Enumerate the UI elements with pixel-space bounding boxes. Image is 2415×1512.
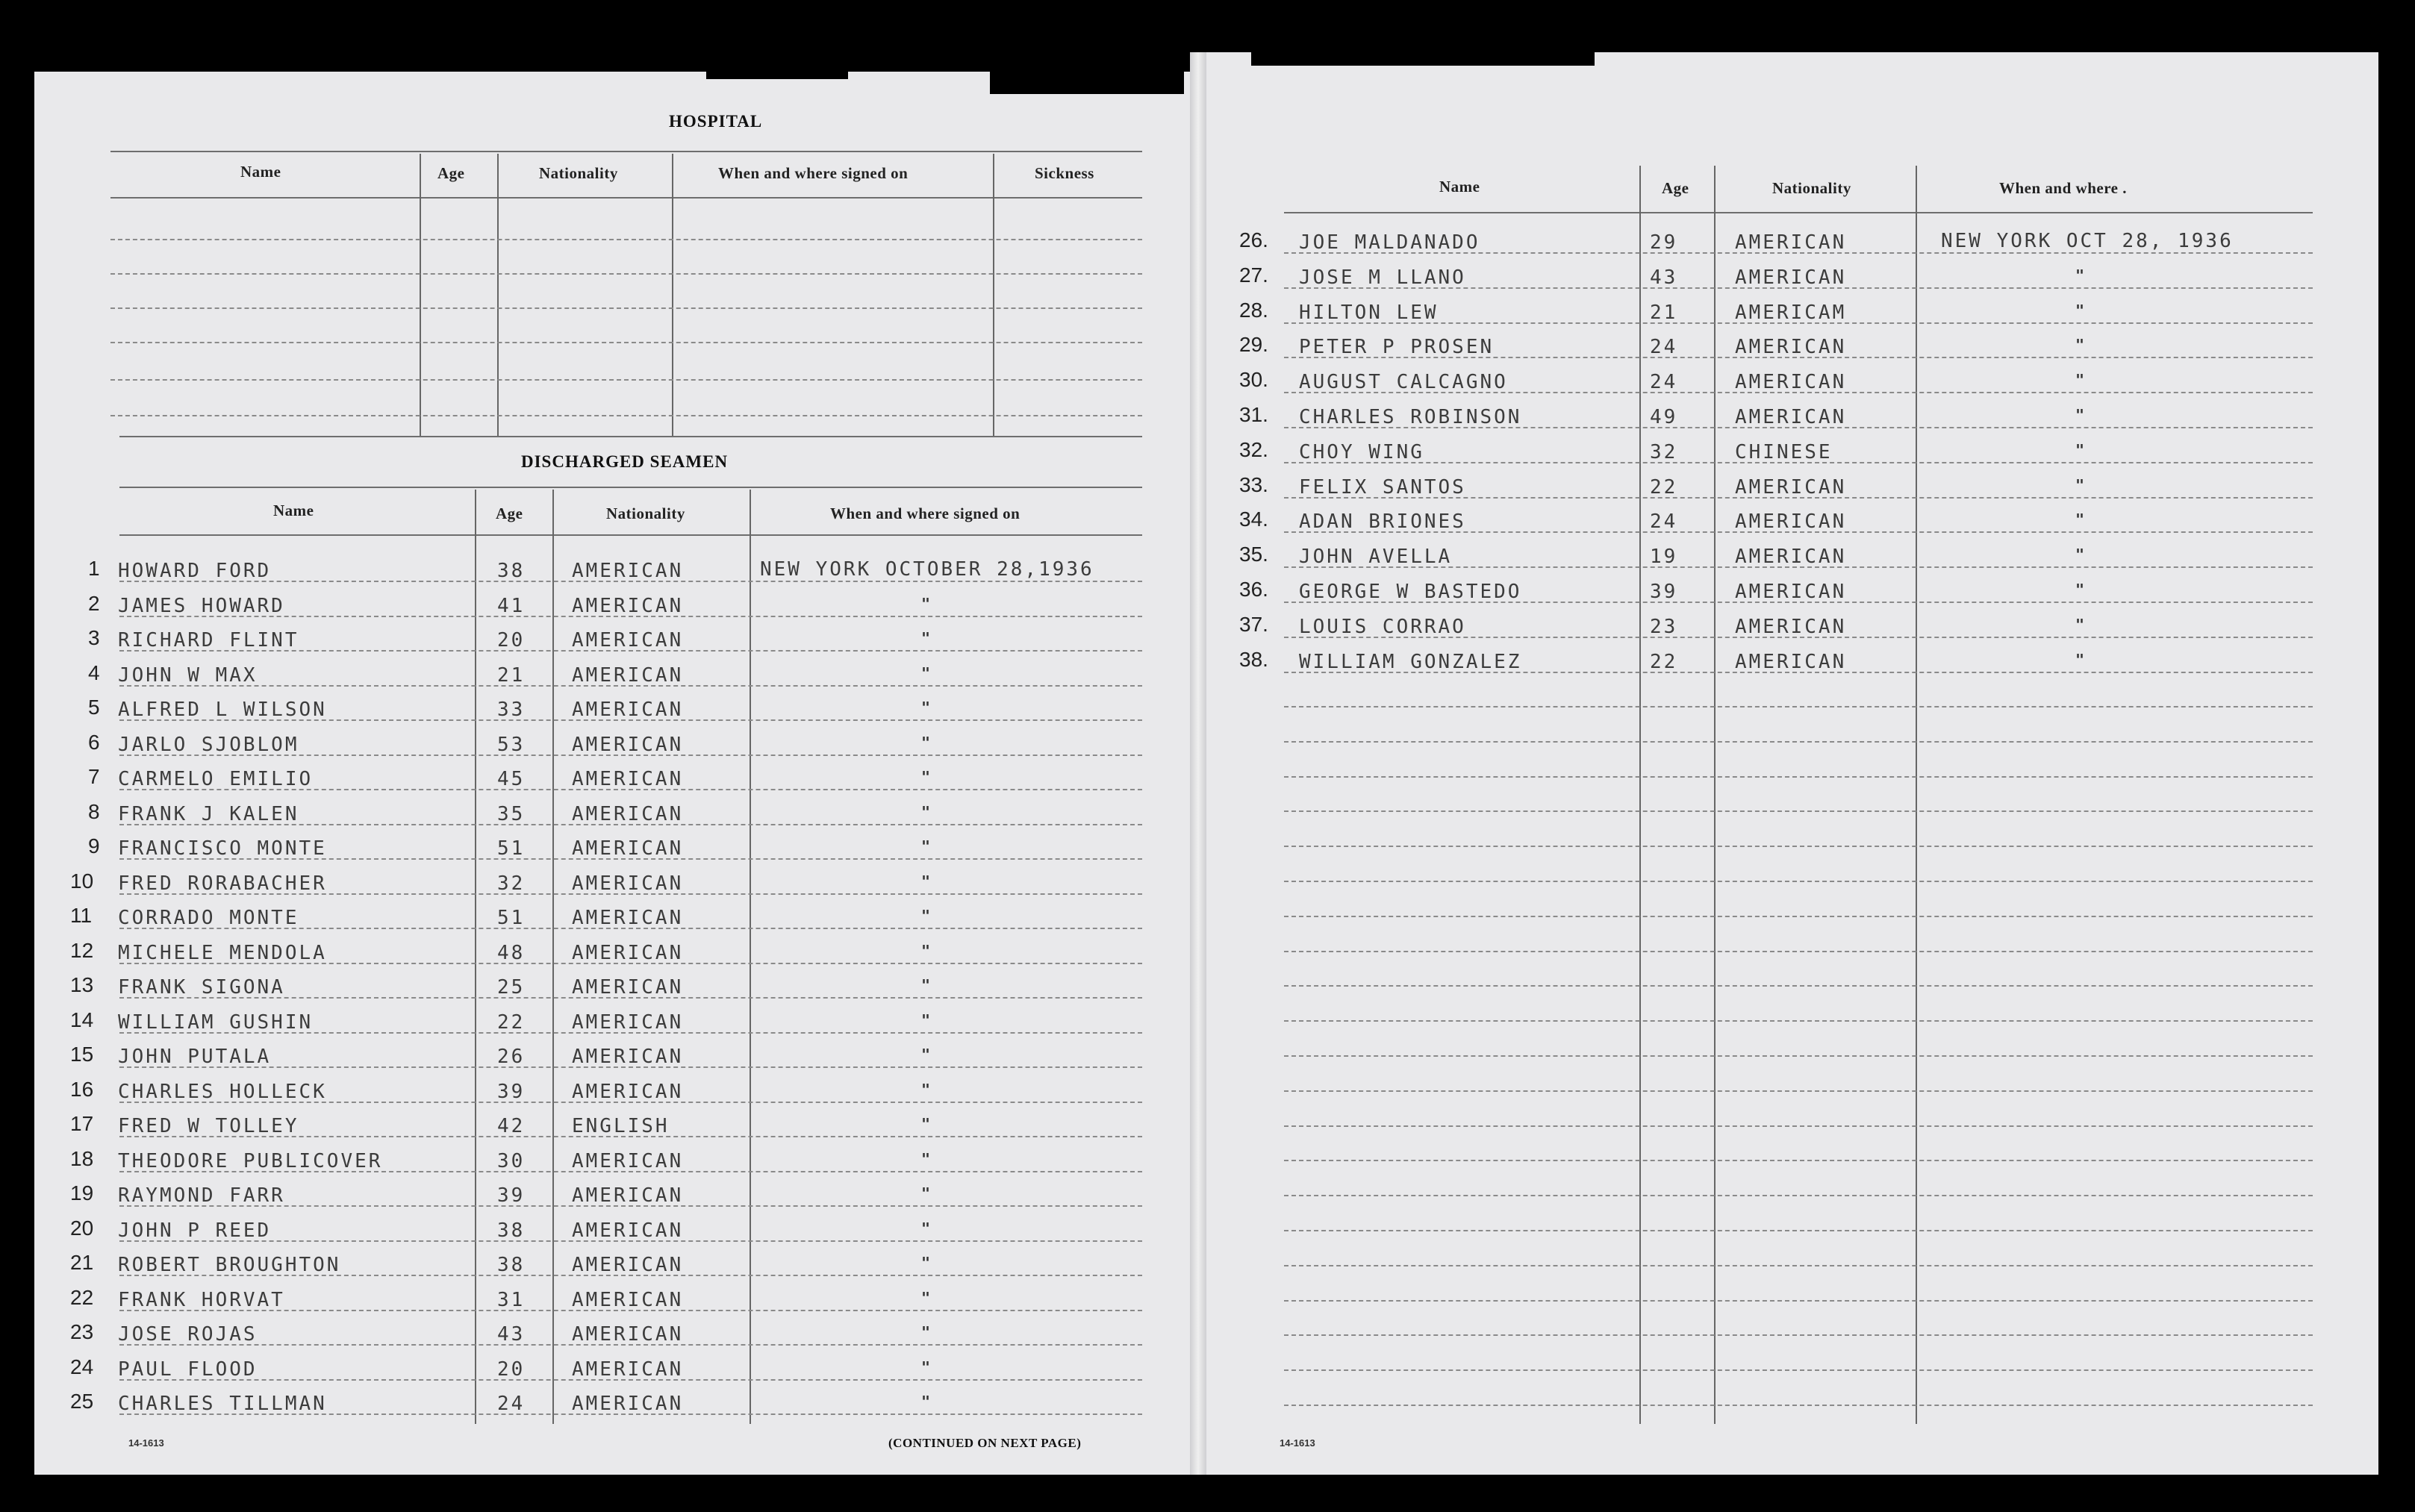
row-number: 34. [1239, 507, 1268, 531]
empty-row-line [1284, 1125, 2313, 1127]
seaman-age: 23 [1650, 616, 1678, 638]
signed-on-where: " [921, 803, 931, 821]
signed-on-where: " [2075, 302, 2085, 319]
row-line [1284, 637, 2313, 638]
seaman-name: JOHN W MAX [118, 664, 258, 687]
row-line [119, 1310, 1142, 1311]
seaman-age: 48 [497, 942, 526, 964]
seaman-age: 22 [1650, 476, 1678, 499]
row-number: 5 [88, 696, 100, 719]
signed-on-where: " [2075, 651, 2085, 669]
empty-row-line [1284, 1300, 2313, 1302]
seaman-age: 51 [497, 907, 526, 929]
signed-on-where: " [921, 1289, 931, 1307]
seaman-name: JOE MALDANADO [1299, 231, 1480, 254]
signed-on-where: " [2075, 476, 2085, 494]
empty-row-line [1284, 1020, 2313, 1022]
row-number: 6 [88, 731, 100, 754]
row-number: 31. [1239, 403, 1268, 426]
row-number: 8 [88, 800, 100, 823]
row-line [1284, 462, 2313, 463]
empty-row-line [1284, 1369, 2313, 1371]
seaman-age: 24 [497, 1393, 526, 1415]
hospital-col-age: Age [437, 164, 465, 182]
row-number: 2 [88, 592, 100, 615]
seaman-name: JOHN P REED [118, 1219, 272, 1242]
seaman-nationality: AMERICAN [572, 1323, 684, 1346]
seaman-nationality: AMERICAN [572, 1046, 684, 1068]
hospital-row-line [110, 342, 1142, 343]
empty-row-line [1284, 776, 2313, 778]
signed-on-where: " [921, 1081, 931, 1099]
seaman-nationality: AMERICAN [572, 699, 684, 721]
row-number: 17 [70, 1112, 94, 1135]
row-line [1284, 427, 2313, 428]
continued-divider [1714, 166, 1716, 1424]
seaman-nationality: AMERICAN [1735, 476, 1847, 499]
row-number: 18 [70, 1147, 94, 1170]
form-number-left: 14-1613 [128, 1437, 164, 1449]
seaman-name: WILLIAM GUSHIN [118, 1011, 314, 1034]
seaman-nationality: AMERICAN [572, 629, 684, 652]
seaman-name: RICHARD FLINT [118, 629, 299, 652]
seaman-age: 29 [1650, 231, 1678, 254]
signed-on-where: " [2075, 406, 2085, 424]
hospital-header-rule [110, 197, 1142, 199]
row-line [1284, 392, 2313, 393]
row-line [119, 755, 1142, 756]
seaman-name: JOSE ROJAS [118, 1323, 258, 1346]
empty-row-line [1284, 1160, 2313, 1161]
right-page [1199, 52, 2378, 1475]
row-line [119, 1344, 1142, 1346]
row-number: 12 [70, 939, 94, 962]
seaman-name: FRANK HORVAT [118, 1289, 285, 1311]
signed-on-where: " [921, 1358, 931, 1376]
seaman-name: ROBERT BROUGHTON [118, 1254, 341, 1276]
seaman-name: JAMES HOWARD [118, 595, 285, 617]
seaman-nationality: AMERICAN [572, 837, 684, 860]
row-number: 20 [70, 1216, 94, 1240]
seaman-name: PETER P PROSEN [1299, 336, 1495, 358]
row-line [1284, 287, 2313, 289]
seaman-name: CORRADO MONTE [118, 907, 299, 929]
seaman-nationality: AMERICAN [572, 664, 684, 687]
row-number: 10 [70, 869, 94, 893]
row-number: 19 [70, 1181, 94, 1205]
signed-on-where: " [921, 664, 931, 682]
empty-row-line [1284, 1195, 2313, 1196]
row-line [119, 1240, 1142, 1242]
row-number: 33. [1239, 473, 1268, 496]
hospital-row-line [110, 307, 1142, 309]
continued-col-name: Name [1439, 178, 1480, 196]
signed-on-where: " [2075, 510, 2085, 528]
seaman-name: RAYMOND FARR [118, 1184, 285, 1207]
row-number: 15 [70, 1043, 94, 1066]
seaman-nationality: AMERICAN [1735, 406, 1847, 428]
row-number: 32. [1239, 438, 1268, 461]
discharged-divider [552, 490, 554, 1424]
seaman-name: CHOY WING [1299, 441, 1424, 463]
row-line [119, 997, 1142, 999]
row-number: 11 [70, 904, 93, 927]
row-line [1284, 252, 2313, 254]
seaman-age: 32 [1650, 441, 1678, 463]
seaman-age: 33 [497, 699, 526, 721]
signed-on-where: " [921, 872, 931, 890]
seaman-nationality: AMERICAN [572, 976, 684, 999]
row-number: 25 [70, 1390, 94, 1413]
row-line [119, 963, 1142, 964]
row-line [119, 1032, 1142, 1034]
seaman-name: MICHELE MENDOLA [118, 942, 327, 964]
seaman-nationality: AMERICAN [572, 803, 684, 825]
empty-row-line [1284, 881, 2313, 882]
seaman-nationality: AMERICAN [572, 1150, 684, 1172]
seaman-name: WILLIAM GONZALEZ [1299, 651, 1522, 673]
seaman-name: JOSE M LLANO [1299, 266, 1466, 289]
signed-on-where: " [921, 734, 931, 752]
seaman-name: FRED W TOLLEY [118, 1115, 299, 1137]
seaman-name: FRED RORABACHER [118, 872, 327, 895]
empty-row-line [1284, 741, 2313, 743]
row-line [119, 1413, 1142, 1415]
continued-col-when: When and where . [1999, 179, 2127, 197]
seaman-nationality: AMERICAN [572, 560, 684, 582]
discharged-col-nationality: Nationality [606, 504, 685, 522]
empty-row-line [1284, 1055, 2313, 1057]
hospital-title: HOSPITAL [669, 112, 763, 131]
row-number: 24 [70, 1355, 94, 1378]
signed-on-where: " [921, 1115, 931, 1133]
row-line [1284, 357, 2313, 358]
row-line [119, 1205, 1142, 1207]
empty-row-line [1284, 706, 2313, 707]
seaman-nationality: AMERICAN [572, 872, 684, 895]
seaman-name: HILTON LEW [1299, 302, 1439, 324]
row-line [119, 1136, 1142, 1137]
row-line [1284, 497, 2313, 499]
seaman-age: 51 [497, 837, 526, 860]
seaman-age: 39 [497, 1081, 526, 1103]
signed-on-where: NEW YORK OCTOBER 28,1936 [760, 558, 1094, 581]
seaman-nationality: AMERICAN [572, 1184, 684, 1207]
torn-edge [706, 69, 848, 79]
form-number-right: 14-1613 [1280, 1437, 1315, 1449]
seaman-age: 26 [497, 1046, 526, 1068]
row-number: 1 [88, 557, 100, 580]
seaman-name: ALFRED L WILSON [118, 699, 327, 721]
seaman-name: JOHN AVELLA [1299, 546, 1453, 568]
signed-on-where: " [921, 1393, 931, 1411]
seaman-nationality: AMERICAN [1735, 336, 1847, 358]
seaman-name: FRANK J KALEN [118, 803, 299, 825]
signed-on-where: " [2075, 371, 2085, 389]
row-number: 3 [88, 626, 100, 649]
seaman-name: PAUL FLOOD [118, 1358, 258, 1381]
seaman-nationality: AMERICAN [1735, 231, 1847, 254]
continued-divider [1639, 166, 1641, 1424]
seaman-nationality: AMERICAN [1735, 371, 1847, 393]
seaman-nationality: AMERICAN [572, 1289, 684, 1311]
hospital-col-when: When and where signed on [718, 164, 909, 182]
seaman-age: 24 [1650, 371, 1678, 393]
torn-edge [1251, 49, 1595, 66]
seaman-age: 24 [1650, 336, 1678, 358]
seaman-age: 25 [497, 976, 526, 999]
row-number: 13 [70, 973, 94, 996]
seaman-name: GEORGE W BASTEDO [1299, 581, 1522, 603]
seaman-age: 53 [497, 734, 526, 756]
signed-on-where: NEW YORK OCT 28, 1936 [1941, 230, 2234, 252]
signed-on-where: " [921, 768, 931, 786]
seaman-nationality: AMERICAN [1735, 616, 1847, 638]
seaman-nationality: ENGLISH [572, 1115, 670, 1137]
seaman-nationality: AMERICAN [572, 1358, 684, 1381]
seaman-age: 38 [497, 560, 526, 582]
signed-on-where: " [921, 1011, 931, 1029]
row-number: 29. [1239, 333, 1268, 356]
page-fold [1190, 52, 1206, 1475]
hospital-row-line [110, 379, 1142, 381]
row-line [119, 824, 1142, 825]
seaman-age: 21 [497, 664, 526, 687]
seaman-age: 38 [497, 1254, 526, 1276]
discharged-col-when: When and where signed on [830, 504, 1020, 522]
seaman-name: CHARLES TILLMAN [118, 1393, 327, 1415]
row-line [119, 1171, 1142, 1172]
row-line [119, 1102, 1142, 1103]
empty-row-line [1284, 916, 2313, 917]
hospital-col-nationality: Nationality [539, 164, 618, 182]
empty-row-line [1284, 1405, 2313, 1406]
signed-on-where: " [2075, 266, 2085, 284]
seaman-name: CHARLES ROBINSON [1299, 406, 1522, 428]
signed-on-where: " [921, 699, 931, 716]
continued-header-rule [1284, 212, 2313, 213]
empty-row-line [1284, 846, 2313, 847]
signed-on-where: " [2075, 581, 2085, 599]
hospital-col-sickness: Sickness [1035, 164, 1094, 182]
seaman-age: 35 [497, 803, 526, 825]
seaman-name: THEODORE PUBLICOVER [118, 1150, 383, 1172]
row-line [1284, 566, 2313, 568]
seaman-name: FELIX SANTOS [1299, 476, 1466, 499]
signed-on-where: " [921, 837, 931, 855]
row-line [1284, 672, 2313, 673]
seaman-age: 38 [497, 1219, 526, 1242]
seaman-nationality: AMERICAN [572, 1081, 684, 1103]
seaman-name: JARLO SJOBLOM [118, 734, 299, 756]
row-number: 4 [88, 661, 100, 684]
signed-on-where: " [2075, 441, 2085, 459]
row-line [119, 581, 1142, 582]
signed-on-where: " [921, 1184, 931, 1202]
row-number: 35. [1239, 543, 1268, 566]
discharged-divider [750, 490, 751, 1424]
seaman-age: 21 [1650, 302, 1678, 324]
signed-on-where: " [921, 595, 931, 613]
empty-row-line [1284, 1230, 2313, 1231]
signed-on-where: " [921, 1046, 931, 1063]
seaman-age: 22 [497, 1011, 526, 1034]
seaman-nationality: AMERICAN [572, 1393, 684, 1415]
row-number: 7 [88, 765, 100, 788]
signed-on-where: " [921, 976, 931, 994]
discharged-header-rule [119, 534, 1142, 536]
seaman-nationality: AMERICAN [1735, 546, 1847, 568]
row-line [119, 928, 1142, 929]
signed-on-where: " [921, 1323, 931, 1341]
signed-on-where: " [921, 1150, 931, 1168]
seaman-age: 32 [497, 872, 526, 895]
continued-col-nationality: Nationality [1772, 179, 1851, 197]
seaman-name: FRANK SIGONA [118, 976, 285, 999]
hospital-divider [993, 154, 994, 436]
row-number: 37. [1239, 613, 1268, 636]
seaman-age: 42 [497, 1115, 526, 1137]
seaman-name: HOWARD FORD [118, 560, 272, 582]
seaman-nationality: AMERICAN [572, 942, 684, 964]
seaman-age: 39 [1650, 581, 1678, 603]
row-number: 9 [88, 834, 100, 857]
signed-on-where: " [921, 1219, 931, 1237]
seaman-age: 41 [497, 595, 526, 617]
seaman-age: 24 [1650, 510, 1678, 533]
seaman-name: CHARLES HOLLECK [118, 1081, 327, 1103]
row-line [119, 1275, 1142, 1276]
row-line [119, 719, 1142, 721]
row-number: 22 [70, 1286, 94, 1309]
seaman-age: 20 [497, 629, 526, 652]
signed-on-where: " [921, 942, 931, 960]
seaman-age: 20 [497, 1358, 526, 1381]
row-number: 26. [1239, 228, 1268, 252]
discharged-top-rule [119, 487, 1142, 488]
hospital-divider [497, 154, 499, 436]
seaman-nationality: AMERICAN [572, 1011, 684, 1034]
row-number: 27. [1239, 263, 1268, 287]
signed-on-where: " [921, 1254, 931, 1272]
signed-on-where: " [2075, 616, 2085, 634]
hospital-row-line [110, 239, 1142, 240]
torn-edge [990, 69, 1184, 94]
seaman-name: LOUIS CORRAO [1299, 616, 1466, 638]
row-number: 21 [70, 1251, 94, 1274]
continued-note: (CONTINUED ON NEXT PAGE) [888, 1436, 1082, 1450]
hospital-col-name: Name [240, 163, 281, 181]
discharged-col-name: Name [273, 502, 314, 519]
hospital-top-rule [110, 151, 1142, 152]
seaman-nationality: AMERICAN [1735, 581, 1847, 603]
seaman-name: AUGUST CALCAGNO [1299, 371, 1508, 393]
empty-row-line [1284, 1265, 2313, 1266]
seaman-nationality: AMERICAN [572, 734, 684, 756]
seaman-nationality: AMERICAN [1735, 510, 1847, 533]
row-number: 16 [70, 1078, 94, 1101]
seaman-age: 19 [1650, 546, 1678, 568]
seaman-age: 45 [497, 768, 526, 790]
row-line [1284, 322, 2313, 324]
continued-divider [1916, 166, 1917, 1424]
row-line [119, 650, 1142, 652]
row-line [119, 1066, 1142, 1068]
seaman-nationality: AMERICAN [1735, 266, 1847, 289]
row-line [1284, 602, 2313, 603]
empty-row-line [1284, 810, 2313, 812]
seaman-age: 49 [1650, 406, 1678, 428]
row-number: 36. [1239, 578, 1268, 601]
hospital-bottom-rule [119, 436, 1142, 437]
row-line [1284, 531, 2313, 533]
hospital-row-line [110, 273, 1142, 275]
seaman-nationality: AMERICAN [572, 1254, 684, 1276]
row-line [119, 685, 1142, 687]
empty-row-line [1284, 1090, 2313, 1092]
discharged-title: DISCHARGED SEAMEN [521, 452, 729, 471]
seaman-name: ADAN BRIONES [1299, 510, 1466, 533]
seaman-age: 31 [497, 1289, 526, 1311]
signed-on-where: " [2075, 336, 2085, 354]
seaman-nationality: AMERICAM [1735, 302, 1847, 324]
discharged-divider [475, 490, 476, 1424]
row-line [119, 858, 1142, 860]
row-line [119, 893, 1142, 895]
row-line [119, 1379, 1142, 1381]
seaman-name: JOHN PUTALA [118, 1046, 272, 1068]
seaman-age: 43 [1650, 266, 1678, 289]
signed-on-where: " [2075, 546, 2085, 563]
row-number: 38. [1239, 648, 1268, 671]
seaman-nationality: AMERICAN [1735, 651, 1847, 673]
signed-on-where: " [921, 907, 931, 925]
hospital-divider [420, 154, 421, 436]
seaman-name: CARMELO EMILIO [118, 768, 314, 790]
seaman-nationality: AMERICAN [572, 1219, 684, 1242]
seaman-nationality: CHINESE [1735, 441, 1833, 463]
signed-on-where: " [921, 629, 931, 647]
row-number: 28. [1239, 299, 1268, 322]
seaman-age: 39 [497, 1184, 526, 1207]
seaman-age: 22 [1650, 651, 1678, 673]
seaman-age: 43 [497, 1323, 526, 1346]
row-line [119, 789, 1142, 790]
seaman-nationality: AMERICAN [572, 595, 684, 617]
row-number: 14 [70, 1008, 94, 1031]
empty-row-line [1284, 1334, 2313, 1336]
seaman-age: 30 [497, 1150, 526, 1172]
continued-col-age: Age [1662, 179, 1689, 197]
hospital-row-line [110, 415, 1142, 416]
hospital-divider [672, 154, 673, 436]
row-line [119, 616, 1142, 617]
seaman-nationality: AMERICAN [572, 768, 684, 790]
empty-row-line [1284, 985, 2313, 987]
seaman-name: FRANCISCO MONTE [118, 837, 327, 860]
empty-row-line [1284, 951, 2313, 952]
row-number: 30. [1239, 368, 1268, 391]
seaman-nationality: AMERICAN [572, 907, 684, 929]
row-number: 23 [70, 1320, 94, 1343]
discharged-col-age: Age [496, 504, 523, 522]
